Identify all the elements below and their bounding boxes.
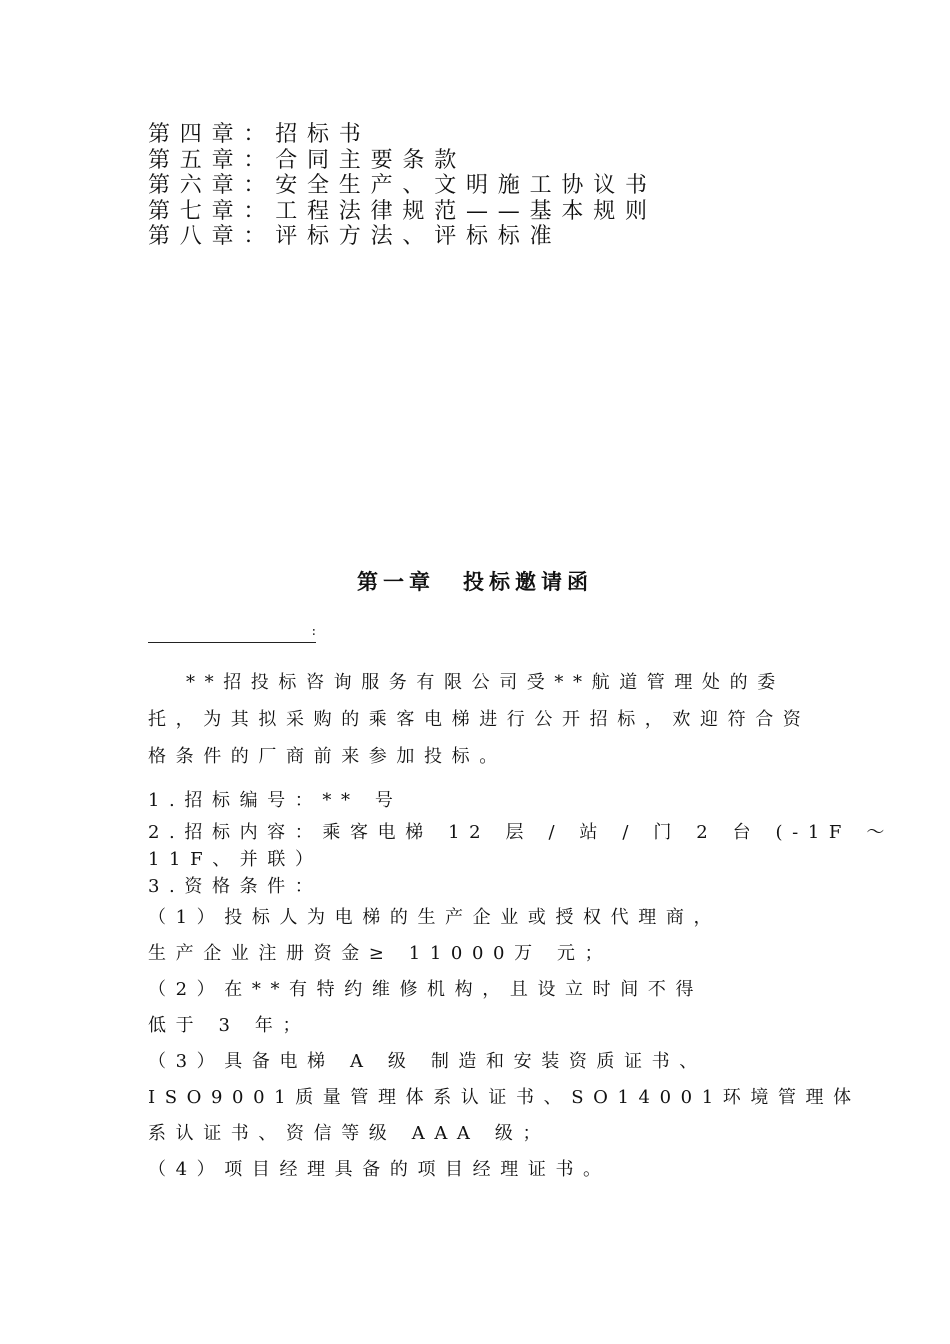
condition-3-cont2: 系认证书、资信等级 AAA 级； <box>148 1123 551 1144</box>
condition-4: （4）项目经理具备的项目经理证书。 <box>148 1159 611 1180</box>
table-of-contents <box>148 122 657 250</box>
toc-item: 第六章：安全生产、文明施工协议书 <box>148 173 657 198</box>
condition-1: （1）投标人为电梯的生产企业或授权代理商， <box>148 907 722 928</box>
item-bid-content: 2.招标内容：乘客电梯 12 层 / 站 / 门 2 台 (-1F ～ <box>148 822 894 843</box>
addressee-blank <box>148 624 316 643</box>
toc-item: 第七章：工程法律规范——基本规则 <box>148 198 657 224</box>
condition-3-cont: ISO9001质量管理体系认证书、SO14001环境管理体 <box>148 1087 861 1108</box>
toc-item: 第八章：评标方法、评标标准 <box>148 224 562 249</box>
toc-item: 第五章：合同主要条款 <box>148 147 467 173</box>
condition-2: （2）在**有特约维修机构，且设立时间不得 <box>148 979 704 1000</box>
toc-item: 第四章：招标书 <box>148 122 371 147</box>
item-qualifications: 3.资格条件： <box>148 876 323 897</box>
condition-1-cont: 生产企业注册资金≥ 11000万 元； <box>148 943 613 964</box>
intro-paragraph: **招投标咨询服务有限公司受**航道管理处的委托，为其拟采购的乘客电梯进行公开招标，欢迎符合资格条件的厂商前来参加投标。 <box>148 672 811 767</box>
condition-2-cont: 低于 3 年； <box>148 1015 311 1036</box>
chapter-title: 投标邀请函 <box>463 570 593 594</box>
chapter-label: 第一章 <box>357 570 435 594</box>
condition-3: （3）具备电梯 A 级 制造和安装资质证书、 <box>148 1051 707 1072</box>
letter-body <box>148 664 894 1188</box>
chapter-heading <box>0 566 950 596</box>
item-bid-content-cont: 11F、并联） <box>148 849 323 870</box>
addressee-colon: : <box>311 624 316 639</box>
item-bid-number: 1.招标编号：** 号 <box>148 790 403 811</box>
